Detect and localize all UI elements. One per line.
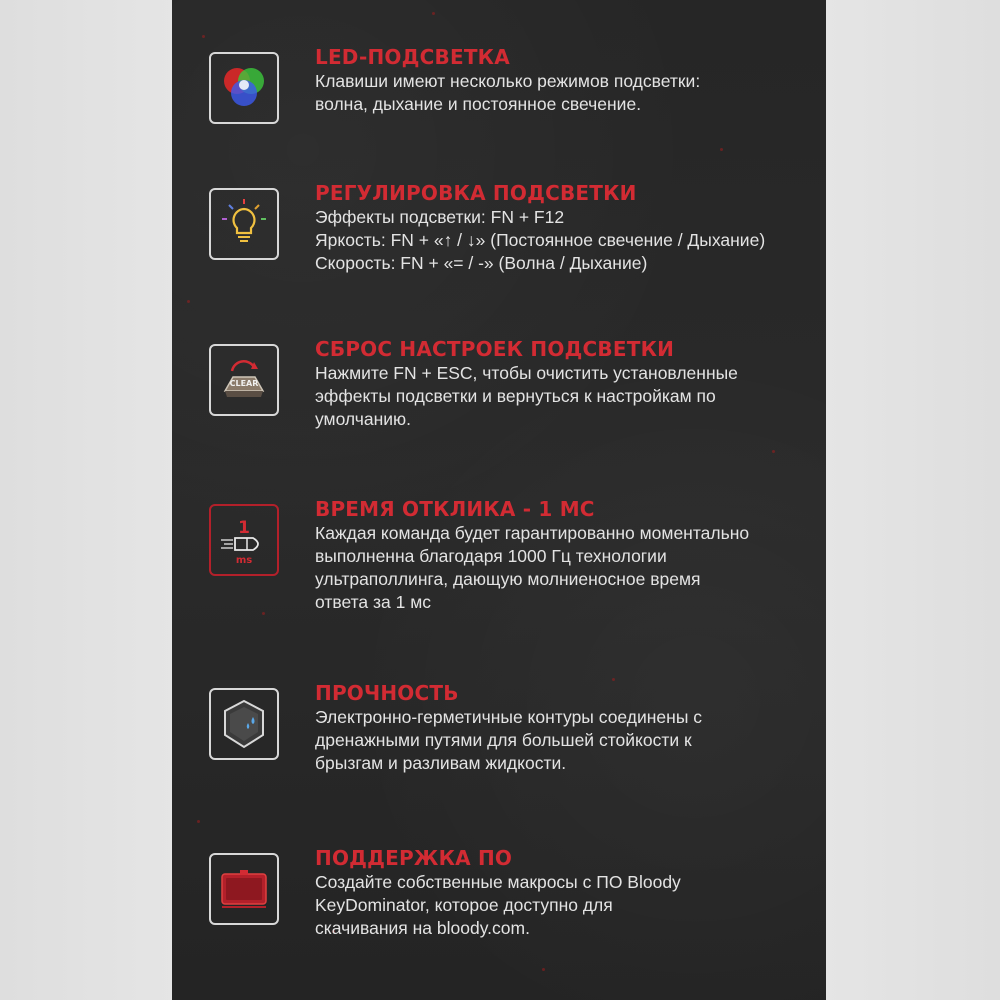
clear-key-icon xyxy=(209,344,279,416)
response-time-unit: ms xyxy=(235,555,253,566)
feature-heading: РЕГУЛИРОВКА ПОДСВЕТКИ xyxy=(315,181,637,205)
response-time-number: 1 xyxy=(238,518,250,538)
feature-text-line: Каждая команда будет гарантированно моментально xyxy=(315,523,750,543)
water-drop-shield-icon xyxy=(209,688,279,760)
decorative-speck xyxy=(262,612,265,615)
feature-text-line: волна, дыхание и постоянное свечение. xyxy=(315,94,642,114)
lightbulb-icon xyxy=(209,188,279,260)
feature-heading: ПРОЧНОСТЬ xyxy=(315,681,459,705)
feature-text-line: KeyDominator, которое доступно для xyxy=(315,895,613,915)
decorative-speck xyxy=(187,300,190,303)
decorative-speck xyxy=(197,820,200,823)
feature-heading: СБРОС НАСТРОЕК ПОДСВЕТКИ xyxy=(315,337,675,361)
decorative-speck xyxy=(720,148,723,151)
packaging-panel xyxy=(172,0,826,1000)
feature-text-line: ультраполлинга, дающую молниеносное время xyxy=(315,569,701,589)
bullet-1ms-icon xyxy=(209,504,279,576)
clear-key-label: CLEAR xyxy=(229,379,259,388)
feature-text-line: ответа за 1 мс xyxy=(315,592,432,612)
decorative-speck xyxy=(542,968,545,971)
feature-text-line: умолчанию. xyxy=(315,409,412,429)
feature-text-line: скачивания на bloody.com. xyxy=(315,918,530,938)
feature-text-line: Клавиши имеют несколько режимов подсветки: xyxy=(315,71,701,91)
rgb-circles-icon xyxy=(209,52,279,124)
decorative-speck xyxy=(432,12,435,15)
decorative-speck xyxy=(772,450,775,453)
feature-text-line: дренажными путями для большей стойкости к xyxy=(315,730,692,750)
feature-heading: ВРЕМЯ ОТКЛИКА - 1 МС xyxy=(315,497,595,521)
feature-text-line: эффекты подсветки и вернуться к настройкам по xyxy=(315,386,716,406)
software-window-icon xyxy=(209,853,279,925)
feature-heading: LED-ПОДСВЕТКА xyxy=(315,45,510,69)
feature-heading: ПОДДЕРЖКА ПО xyxy=(315,846,513,870)
feature-text-line: Электронно-герметичные контуры соединены с xyxy=(315,707,703,727)
feature-text-line: Нажмите FN + ESC, чтобы очистить установленные xyxy=(315,363,738,383)
feature-text-line: Скорость: FN + «= / -» (Волна / Дыхание) xyxy=(315,253,648,273)
feature-text-line: Яркость: FN + «↑ / ↓» (Постоянное свечение / Дыхание) xyxy=(315,230,766,250)
feature-text-line: выполненна благодаря 1000 Гц технологии xyxy=(315,546,667,566)
feature-text-line: Эффекты подсветки: FN + F12 xyxy=(315,207,565,227)
feature-text-line: Создайте собственные макросы с ПО Bloody xyxy=(315,872,681,892)
feature-text-line: брызгам и разливам жидкости. xyxy=(315,753,567,773)
decorative-speck xyxy=(202,35,205,38)
